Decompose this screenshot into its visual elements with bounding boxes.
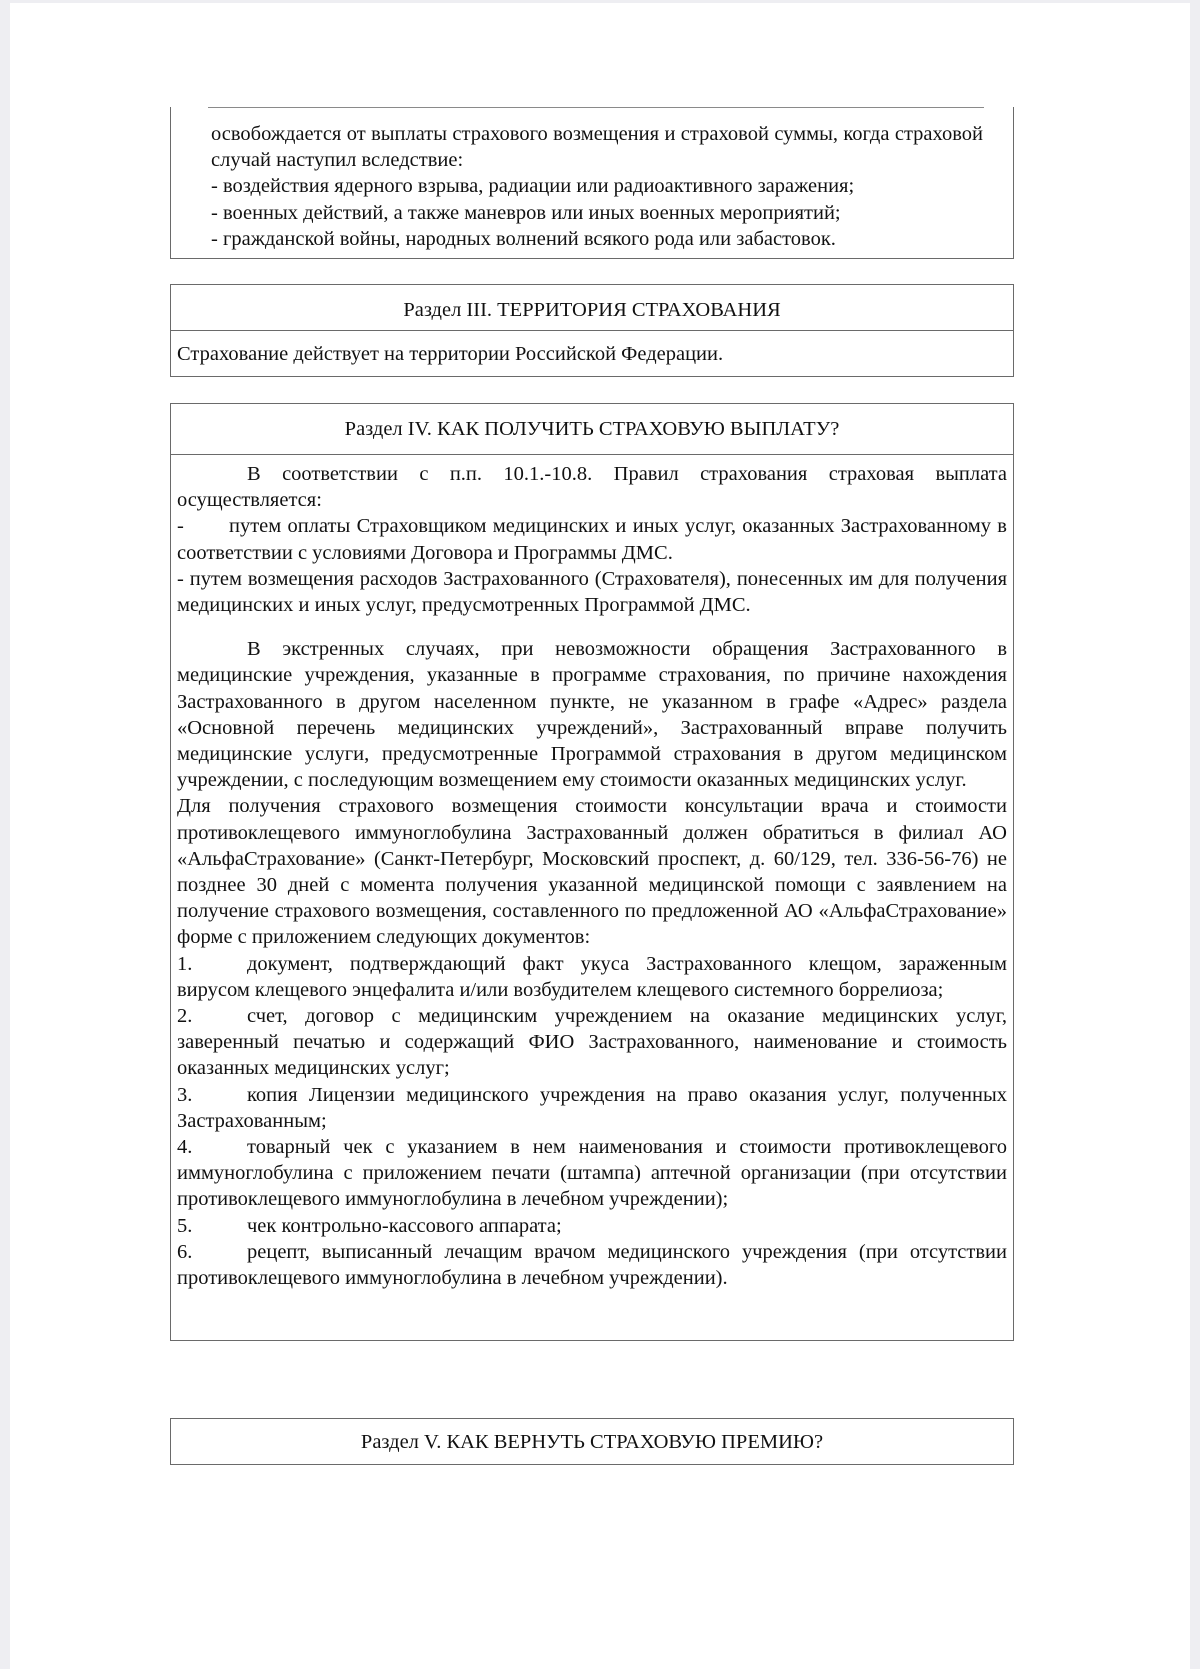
section-title: Раздел IV. КАК ПОЛУЧИТЬ СТРАХОВУЮ ВЫПЛАТУ? [171,404,1013,455]
section-body [171,331,1013,367]
item-text: рецепт, выписанный лечащим врачом медицинского учреждения (при отсутствии противоклещевого иммуноглобулина в лечебном учреждении). [177,1240,1007,1290]
item-text: товарный чек с указанием в нем наименования и стоимости противоклещевого иммуноглобулина с приложением печати (штампа) аптечной организации (при отсутствии противоклещевого иммуноглобулина в лечебном учреждении); [177,1136,1007,1211]
item-number: 2. [177,1005,193,1028]
section-premium-refund [170,1418,1014,1465]
payment-method-text: путем оплаты Страховщиком медицинских и иных услуг, оказанных Застрахованному в соответствии с условиями Договора и Программы ДМС. [177,515,1007,564]
emergency-paragraph: В экстренных случаях, при невозможности обращения Застрахованного в медицинские учреждения, указанные в программе страхования, по причине нахождения Застрахованного в другом населенном пункте, не указанном в графе «Адрес» раздела «Основной перечень медицинских учреждений», Застрахованный вправе получить медицинские услуги, предусмотренные Программой страхования в другом медицинском учреждении, с последующим возмещением ему стоимости оказанных медицинских услуг. [177,638,1007,792]
item-number: 4. [177,1136,193,1159]
document-page [10,3,1190,1669]
continuation-body [211,121,983,252]
item-text: счет, договор с медицинским учреждением на оказание медицинских услуг, заверенный печатью и содержащий ФИО Застрахованного, наименование и стоимость оказанных медицинских услуг; [177,1005,1007,1080]
divider [208,107,984,108]
item-text: документ, подтверждающий факт укуса Застрахованного клещом, зараженным вирусом клещевого энцефалита и/или возбудителем клещевого системного боррелиоза; [177,952,1007,1001]
exclusion-item: - воздействия ядерного взрыва, радиации или радиоактивного заражения; [211,175,855,198]
continuation-frame [170,107,1014,259]
document-list-item [177,1003,1007,1082]
dash-marker: - [177,515,184,538]
item-number: 5. [177,1214,193,1237]
payment-method-item [177,513,1007,565]
exclusion-intro: освобождается от выплаты страхового возмещения и страховой суммы, когда страховой случай наступил вследствие: [211,123,983,172]
document-list-item [177,1082,1007,1134]
paragraph-gap [177,618,1007,636]
section-title: Раздел III. ТЕРРИТОРИЯ СТРАХОВАНИЯ [171,285,1013,331]
item-number: 1. [177,952,193,975]
exclusion-item: - гражданской войны, народных волнений всякого рода или забастовок. [211,227,836,250]
section-body [171,455,1013,1291]
document-list-item [177,1134,1007,1213]
document-list-item [177,951,1007,1003]
section-title: Раздел V. КАК ВЕРНУТЬ СТРАХОВУЮ ПРЕМИЮ? [360,1431,824,1453]
section-claim-payment [170,403,1014,1341]
payment-method-item: - путем возмещения расходов Застрахованного (Страхователя), понесенных им для получения медицинских и иных услуг, предусмотренных Программой ДМС. [177,567,1007,617]
section-territory [170,284,1014,377]
exclusion-item: - военных действий, а также маневров или иных военных мероприятий; [211,201,841,224]
item-text: копия Лицензии медицинского учреждения на право оказания услуг, полученных Застрахованным; [177,1083,1007,1132]
territory-text: Страхование действует на территории Российской Федерации. [177,343,724,365]
payment-intro: В соответствии с п.п. 10.1.-10.8. Правил страхования страховая выплата осуществляется: [177,463,1007,512]
item-number: 6. [177,1240,193,1263]
procedure-paragraph: Для получения страхового возмещения стоимости консультации врача и стоимости противоклещевого иммуноглобулина Застрахованный должен обратиться в филиал АО «АльфаСтрахование» (Санкт-Петербург, Московский проспект, д. 60/129, тел. 336-56-76) не позднее 30 дней с момента получения указанной медицинской помощи с заявлением на получение страхового возмещения, составленного по предложенной АО «АльфаСтрахование» форме с приложением следующих документов: [177,795,1007,949]
item-number: 3. [177,1083,193,1106]
document-list-item [177,1213,1007,1239]
document-list-item [177,1239,1007,1291]
item-text: чек контрольно-кассового аппарата; [247,1214,562,1237]
